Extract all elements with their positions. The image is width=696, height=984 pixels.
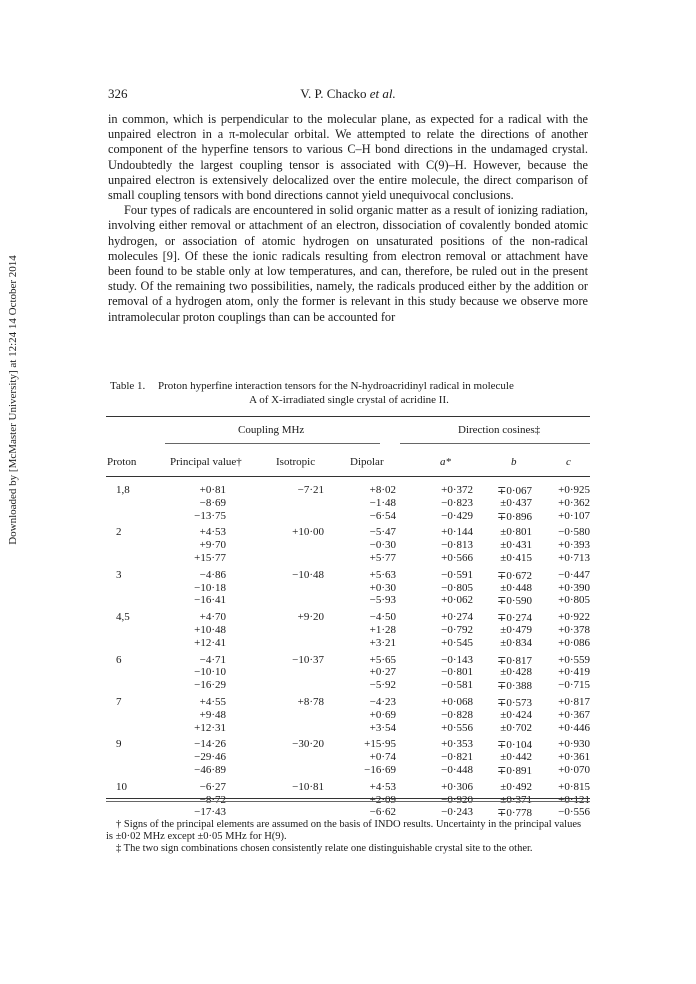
cell-principal: +9·70 xyxy=(199,539,226,552)
col-header-principal: Principal value† xyxy=(170,456,242,468)
cell-a: −0·805 xyxy=(441,581,473,594)
col-header-c: c xyxy=(566,456,571,468)
cell-dipolar: +8·02 xyxy=(369,484,396,496)
cell-b: ±0·428 xyxy=(500,666,532,679)
cell-c: +0·713 xyxy=(558,551,590,564)
cell-dipolar: +0·30 xyxy=(369,581,396,594)
cell-principal: −17·43 xyxy=(194,806,226,819)
cell-principal: −10·18 xyxy=(194,581,226,594)
table-row xyxy=(106,751,590,764)
page-number: 326 xyxy=(108,86,128,101)
cell-b: ∓0·672 xyxy=(497,569,532,582)
cell-b: ∓0·388 xyxy=(497,680,532,693)
table-row xyxy=(106,552,590,565)
cell-c: −0·447 xyxy=(558,568,590,581)
cell-principal: +0·81 xyxy=(199,484,226,496)
cell-dipolar: −16·69 xyxy=(364,763,396,776)
footnotes xyxy=(106,819,590,856)
cell-principal: +4·70 xyxy=(199,611,226,624)
cell-b: ±0·437 xyxy=(500,496,532,509)
table-top-rule xyxy=(106,416,590,417)
cell-principal: −4·86 xyxy=(199,568,226,581)
table-row xyxy=(106,569,590,582)
cell-dipolar: +5·65 xyxy=(369,653,396,666)
cell-isotropic: +10·00 xyxy=(292,526,324,539)
cell-a: −0·801 xyxy=(441,666,473,679)
cell-c: +0·815 xyxy=(558,780,590,793)
cell-a: −0·920 xyxy=(441,793,473,806)
cell-b: ∓0·067 xyxy=(497,485,532,497)
cell-a: −0·823 xyxy=(441,496,473,509)
cell-proton: 2 xyxy=(116,526,122,539)
cell-a: −0·821 xyxy=(441,751,473,764)
table-row xyxy=(106,539,590,552)
table-row xyxy=(106,764,590,777)
cell-dipolar: −1·48 xyxy=(369,496,396,509)
cell-a: +0·144 xyxy=(441,526,473,539)
cell-proton: 9 xyxy=(116,738,122,751)
cell-a: −0·792 xyxy=(441,623,473,636)
table-row xyxy=(106,709,590,722)
table-row xyxy=(106,526,590,539)
running-head: V. P. Chacko et al. xyxy=(300,86,396,101)
cell-principal: +12·41 xyxy=(194,636,226,649)
table-body xyxy=(106,484,590,819)
cell-dipolar: +4·53 xyxy=(369,780,396,793)
table-bottom-rule xyxy=(106,798,590,799)
cell-b: ±0·424 xyxy=(500,708,532,721)
cell-principal: −13·75 xyxy=(194,509,226,522)
table-row xyxy=(106,497,590,510)
cell-dipolar: +0·27 xyxy=(369,666,396,679)
cell-b: ±0·834 xyxy=(500,636,532,649)
cell-a: −0·448 xyxy=(441,763,473,776)
cell-dipolar: +5·77 xyxy=(369,551,396,564)
header-bottom-rule xyxy=(106,476,590,477)
cell-a: −0·591 xyxy=(441,568,473,581)
direction-group-rule xyxy=(400,443,590,444)
cell-proton: 7 xyxy=(116,695,122,708)
download-watermark xyxy=(4,150,22,650)
cell-isotropic: +8·78 xyxy=(297,695,324,708)
table-row xyxy=(106,679,590,692)
page-header xyxy=(108,86,588,102)
cell-dipolar: +0·69 xyxy=(369,708,396,721)
cell-proton: 6 xyxy=(116,653,122,666)
body-text xyxy=(108,112,588,325)
cell-dipolar: −5·93 xyxy=(369,594,396,607)
table-row xyxy=(106,781,590,794)
table-caption xyxy=(110,380,588,407)
cell-proton: 4,5 xyxy=(116,611,130,624)
cell-principal: −10·10 xyxy=(194,666,226,679)
cell-dipolar: −6·54 xyxy=(369,509,396,522)
cell-dipolar: +0·74 xyxy=(369,751,396,764)
cell-principal: +12·31 xyxy=(194,721,226,734)
cell-dipolar: +5·63 xyxy=(369,568,396,581)
cell-c: +0·121 xyxy=(558,793,590,806)
cell-isotropic: −10·81 xyxy=(292,780,324,793)
cell-principal: −14·26 xyxy=(194,738,226,751)
cell-a: −0·143 xyxy=(441,653,473,666)
cell-c: −0·556 xyxy=(558,806,590,819)
table-row xyxy=(106,738,590,751)
table-row xyxy=(106,794,590,807)
cell-b: ±0·415 xyxy=(500,551,532,564)
col-header-a: a* xyxy=(440,456,451,468)
cell-c: −0·580 xyxy=(558,526,590,539)
table-row xyxy=(106,611,590,624)
cell-a: +0·566 xyxy=(441,551,473,564)
cell-dipolar: −4·23 xyxy=(369,695,396,708)
cell-isotropic: −7·21 xyxy=(297,484,324,496)
cell-principal: −4·71 xyxy=(199,653,226,666)
cell-a: −0·828 xyxy=(441,708,473,721)
caption-line-1: Proton hyperfine interaction tensors for the N-hydroacridinyl radical in molecule xyxy=(158,380,514,392)
cell-c: +0·361 xyxy=(558,751,590,764)
cell-dipolar: −6·62 xyxy=(369,806,396,819)
table-row xyxy=(106,594,590,607)
cell-isotropic: −10·48 xyxy=(292,568,324,581)
group-header-direction: Direction cosines‡ xyxy=(458,424,541,436)
cell-proton: 1,8 xyxy=(116,484,130,496)
cell-b: ∓0·817 xyxy=(497,654,532,667)
cell-c: +0·070 xyxy=(558,763,590,776)
cell-b: ∓0·590 xyxy=(497,595,532,608)
cell-b: ±0·371 xyxy=(500,793,532,806)
cell-principal: −46·89 xyxy=(194,763,226,776)
cell-principal: −29·46 xyxy=(194,751,226,764)
cell-a: −0·243 xyxy=(441,806,473,819)
cell-principal: +4·55 xyxy=(199,695,226,708)
col-header-dipolar: Dipolar xyxy=(350,456,384,468)
cell-principal: +10·48 xyxy=(194,623,226,636)
cell-dipolar: −0·30 xyxy=(369,539,396,552)
paragraph-1: in common, which is perpendicular to the molecular plane, as expected for a radical with the unpaired electron in a π-molecular orbital. We attempted to relate the directions of another component of the hyperfine tensors to various C–H bond directions in the undamaged crystal. Undoubtedly the largest coupling tensor is associated with C(9)–H. However, because the unpaired electron is extensively delocalized over the entire molecule, the direct comparison of small coupling tensors with bond directions cannot yield unequivocal conclusions. xyxy=(108,112,588,203)
cell-isotropic: −30·20 xyxy=(292,738,324,751)
cell-b: ∓0·891 xyxy=(497,764,532,777)
cell-c: +0·805 xyxy=(558,594,590,607)
cell-a: −0·429 xyxy=(441,509,473,522)
cell-principal: −8·72 xyxy=(199,793,226,806)
col-header-proton: Proton xyxy=(107,456,137,468)
cell-b: ±0·431 xyxy=(500,539,532,552)
caption-line-2: A of X-irradiated single crystal of acridine II. xyxy=(249,393,449,406)
table-label: Table 1. xyxy=(110,380,146,392)
cell-dipolar: +3·54 xyxy=(369,721,396,734)
table-row xyxy=(106,806,590,819)
cell-principal: +15·77 xyxy=(194,551,226,564)
cell-a: +0·545 xyxy=(441,636,473,649)
table-row xyxy=(106,696,590,709)
cell-b: ∓0·573 xyxy=(497,696,532,709)
cell-isotropic: +9·20 xyxy=(297,611,324,624)
cell-a: −0·813 xyxy=(441,539,473,552)
cell-a: +0·372 xyxy=(441,484,473,496)
cell-b: ∓0·778 xyxy=(497,807,532,820)
cell-c: +0·362 xyxy=(558,496,590,509)
col-header-b: b xyxy=(511,456,517,468)
cell-dipolar: +3·21 xyxy=(369,636,396,649)
cell-c: +0·446 xyxy=(558,721,590,734)
cell-c: +0·559 xyxy=(558,653,590,666)
cell-c: +0·086 xyxy=(558,636,590,649)
cell-c: +0·393 xyxy=(558,539,590,552)
cell-a: +0·306 xyxy=(441,780,473,793)
table-row xyxy=(106,666,590,679)
cell-principal: +9·48 xyxy=(199,708,226,721)
cell-c: +0·817 xyxy=(558,695,590,708)
cell-c: +0·390 xyxy=(558,581,590,594)
cell-b: ±0·479 xyxy=(500,623,532,636)
cell-principal: +4·53 xyxy=(199,526,226,539)
cell-c: +0·367 xyxy=(558,708,590,721)
table-row xyxy=(106,637,590,650)
cell-c: +0·930 xyxy=(558,738,590,751)
cell-c: +0·419 xyxy=(558,666,590,679)
footnote-dagger: † Signs of the principal elements are assumed on the basis of INDO results. Uncertainty in the principal values is ±0·02 MHz except ±0·05 MHz for H(9). xyxy=(106,819,582,843)
cell-b: ±0·442 xyxy=(500,751,532,764)
paragraph-2: Four types of radicals are encountered in solid organic matter as a result of ionizing radiation, involving either removal or attachment of an electron, dissociation of covalently bonded atomic hydrogen, or association of atomic hydrogen on unsaturated positions of the non-radical molecules [9]. Of these the ionic radicals resulting from electron removal or attachment have been found to be stable only at low temperatures, and can, therefore, be ruled out in the present study. Of the remaining two possibilities, namely, the radicals produced either by the addition or removal of a hydrogen atom, only the former is relevant in this study because we observe more intramolecular proton couplings than can be accounted for xyxy=(108,203,588,324)
cell-a: +0·353 xyxy=(441,738,473,751)
cell-a: +0·274 xyxy=(441,611,473,624)
cell-principal: −16·41 xyxy=(194,594,226,607)
group-header-coupling: Coupling MHz xyxy=(238,424,305,436)
cell-a: −0·581 xyxy=(441,679,473,692)
cell-b: ∓0·896 xyxy=(497,510,532,523)
cell-principal: −16·29 xyxy=(194,679,226,692)
table-row xyxy=(106,722,590,735)
cell-proton: 3 xyxy=(116,568,122,581)
cell-b: ±0·702 xyxy=(500,721,532,734)
download-note: Downloaded by [McMaster University] at 12:24 14 October 2014 xyxy=(7,255,20,545)
cell-a: +0·556 xyxy=(441,721,473,734)
table-row xyxy=(106,484,590,497)
footnote-double-dagger: ‡ The two sign combinations chosen consistently relate one distinguishable crystal site to the other. xyxy=(116,843,533,855)
cell-dipolar: −5·47 xyxy=(369,526,396,539)
cell-a: +0·068 xyxy=(441,695,473,708)
table-row xyxy=(106,510,590,523)
cell-dipolar: +2·09 xyxy=(369,793,396,806)
table-row xyxy=(106,654,590,667)
cell-proton: 10 xyxy=(116,780,127,793)
cell-c: +0·922 xyxy=(558,611,590,624)
cell-principal: −6·27 xyxy=(199,780,226,793)
table-row xyxy=(106,582,590,595)
cell-b: ±0·801 xyxy=(500,526,532,539)
cell-dipolar: +15·95 xyxy=(364,738,396,751)
cell-a: +0·062 xyxy=(441,594,473,607)
cell-dipolar: +1·28 xyxy=(369,623,396,636)
cell-c: −0·715 xyxy=(558,679,590,692)
cell-b: ∓0·274 xyxy=(497,612,532,625)
cell-b: ∓0·104 xyxy=(497,739,532,752)
cell-c: +0·378 xyxy=(558,623,590,636)
table-row xyxy=(106,624,590,637)
cell-c: +0·107 xyxy=(558,509,590,522)
cell-principal: −8·69 xyxy=(199,496,226,509)
cell-c: +0·925 xyxy=(558,484,590,496)
coupling-group-rule xyxy=(165,443,380,444)
cell-isotropic: −10·37 xyxy=(292,653,324,666)
cell-b: ±0·492 xyxy=(500,780,532,793)
table-bottom-rule-2 xyxy=(106,801,590,802)
cell-dipolar: −5·92 xyxy=(369,679,396,692)
cell-dipolar: −4·50 xyxy=(369,611,396,624)
col-header-isotropic: Isotropic xyxy=(276,456,316,468)
cell-b: ±0·448 xyxy=(500,581,532,594)
